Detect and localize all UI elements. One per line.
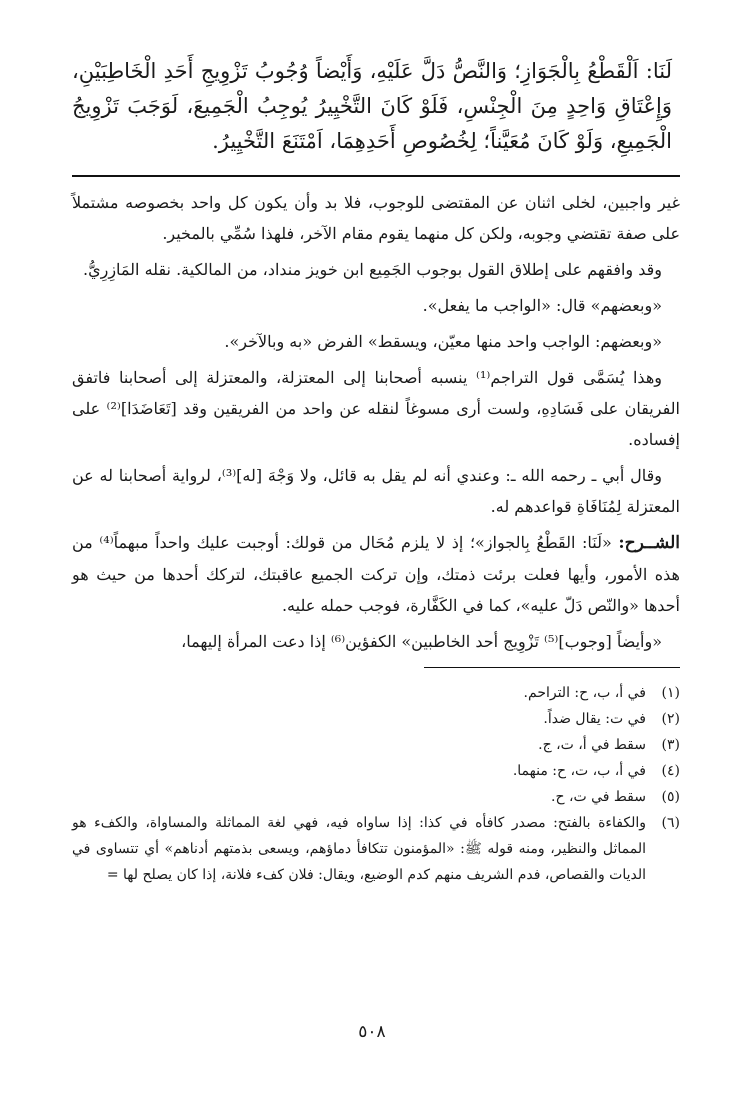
matn-divider xyxy=(72,175,680,177)
footnote-number: (١) xyxy=(661,685,680,701)
sharh-label: الشــرح: xyxy=(618,533,681,553)
footnote-number: (٥) xyxy=(661,789,680,805)
footnote-number: (٣) xyxy=(661,737,680,753)
commentary xyxy=(72,187,680,657)
matn-text: لَنَا: اَلْقَطْعُ بِالْجَوَازِ؛ وَالنَّصُّ دَلَّ عَلَيْهِ، وَأَيْضاً وُجُوبُ تَزْوِيجِ أَحَدِ الْخَاطِبَيْنِ، وَإِعْتَاقِ وَاحِدٍ مِنَ الْجِنْسِ، فَلَوْ كَانَ التَّخْيِيرُ يُوجِبُ الْجَمِيعَ، لَوَجَبَ تَزْوِيجُ الْجَمِيعِ، وَلَوْ كَانَ مُعَيَّناً؛ لِخُصُوصِ أَحَدِهِمَا، اَمْتَنَعَ التَّخْيِيرُ. xyxy=(72,59,672,153)
footnote-divider xyxy=(424,667,680,668)
commentary-paragraph-7-text: «لَنَا: القَطْعُ بِالجواز»؛ إذ لا يلزم مُحَال من قولك: أوجبت عليك واحداً مبهماً⁽⁴⁾ من هذه الأمور، وأيها فعلت برئت ذمتك، وإن تركت الجميع عاقبتك، لتركك أحدها من حيث هو أحدها «والنّص دَلّ عليه»، كما في الكَفَّارة، فوجب حمله عليه. xyxy=(72,533,680,615)
footnote-6 xyxy=(72,810,680,888)
footnote-2 xyxy=(72,706,680,732)
footnote-text: سقط في ت، ح. xyxy=(551,789,646,805)
footnote-number: (٦) xyxy=(661,815,680,831)
commentary-paragraph-7 xyxy=(72,527,680,621)
footnote-number: (٢) xyxy=(661,711,680,727)
commentary-paragraph-2: وقد وافقهم على إطلاق القول بوجوب الجَمِيع ابن خويز منداد، من المالكية. نقله المَازِرِيُّ. xyxy=(82,260,662,279)
footnote-text: في أ، ب، ح: التراحم. xyxy=(523,685,646,701)
footnote-text: والكفاءة بالفتح: مصدر كافأه في كذا: إذا ساواه فيه، فهي لغة المماثلة والمساواة، والكفء هو المماثل والنظير، ومنه قوله ﷺ: «المؤمنون تتكافأ دماؤهم، ويسعى بذمتهم أدناهم» أي تتساوى في الديات والقصاص، فدم الشريف منهم كدم الوضيع، ويقال: فلان كفء فلانة، إذا كان يصلح لها = xyxy=(72,815,646,883)
footnote-text: سقط في أ، ت، ج. xyxy=(538,737,646,753)
commentary-paragraph-8: «وأيضاً [وجوب]⁽⁵⁾ تَزْوِيج أحد الخاطبين» الكفؤين⁽⁶⁾ إذا دعت المرأة إليهما، xyxy=(181,632,662,651)
footnotes xyxy=(72,680,680,888)
footnote-text: في ت: يقال ضداً. xyxy=(543,711,646,727)
book-page xyxy=(72,54,680,888)
footnote-number: (٤) xyxy=(661,763,680,779)
footnote-1 xyxy=(72,680,680,706)
footnote-3 xyxy=(72,732,680,758)
page-number: ٥٠٨ xyxy=(358,1022,386,1042)
commentary-paragraph-4: «وبعضهم: الواجب واحد منها معيّن، ويسقط» الفرض «به وبالآخر». xyxy=(224,332,662,351)
commentary-paragraph-3: «وبعضهم» قال: «الواجب ما يفعل». xyxy=(422,296,662,315)
commentary-paragraph-5: وهذا يُسَمَّى قول التراجم⁽¹⁾ ينسبه أصحابنا إلى المعتزلة، والمعتزلة إلى أصحابنا فاتفق الفريقان على فَسَادِهِ، ولست أرى مسوغاً لنقله عن واحد من الفريقين وقد [تَعَاضَدَا]⁽²⁾ على إفساده. xyxy=(72,368,681,449)
commentary-paragraph-1: غير واجبين، لخلى اثنان عن المقتضى للوجوب، فلا بد وأن يكون كل واحد بخصوصه مشتملاً على صفة تقتضي وجوبه، ولكن كل منهما يقوم مقام الآخر، فلهذا سُمِّي بالمخير. xyxy=(72,193,680,243)
footnote-5 xyxy=(72,784,680,810)
footnote-text: في أ، ب، ت، ح: منهما. xyxy=(512,763,646,779)
footnote-4 xyxy=(72,758,680,784)
commentary-paragraph-6: وقال أبي ـ رحمه الله ـ: وعندي أنه لم يقل به قائل، ولا وَجْهَ [له]⁽³⁾، لرواية أصحابنا له عن المعتزلة لِمُنَافَاةِ قواعدهم له. xyxy=(72,466,680,516)
